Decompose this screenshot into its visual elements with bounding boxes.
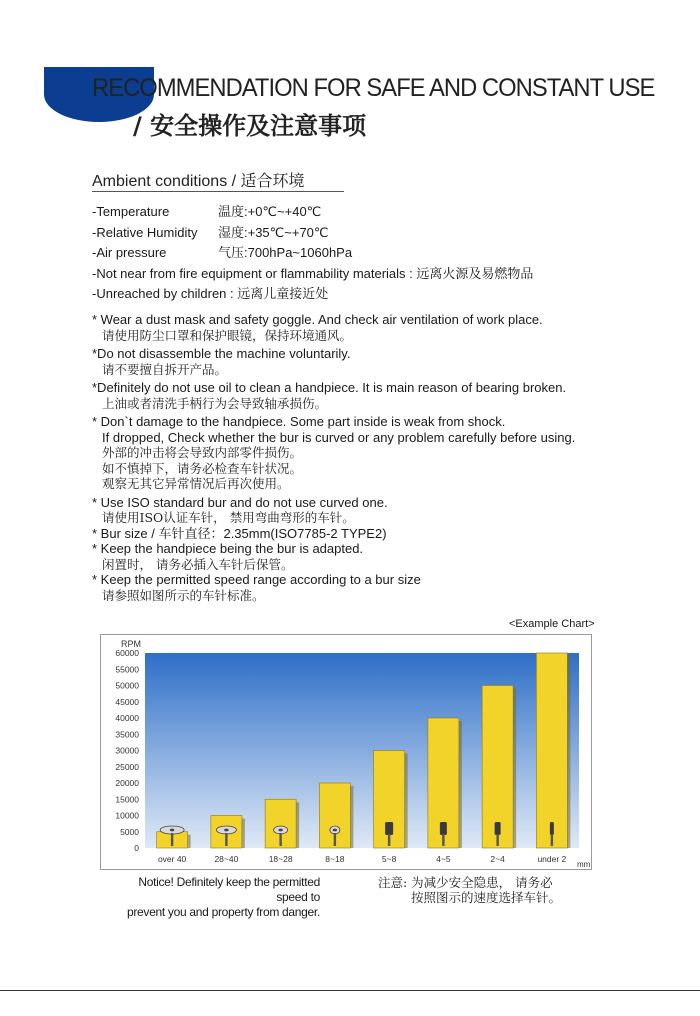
example-chart-caption: <Example Chart> [509,618,595,630]
bur-shank-icon [171,833,173,846]
note-text-chinese: 外部的冲击将会导致内部零件损伤。 [102,445,303,460]
bur-shank-icon [551,834,553,846]
note-text-chinese: 请使用防尘口罩和保护眼镜，保持环境通风。 [102,327,353,343]
y-tick-label: 0 [134,843,139,853]
condition-label: -Relative Humidity [92,224,198,240]
note-text-chinese: 请参照如图所示的车针标准。 [102,587,265,603]
page-title: RECOMMENDATION FOR SAFE AND CONSTANT USE [92,74,655,102]
note-text: * Keep the permitted speed range according to a bur size [92,572,421,587]
x-tick-label: 28~40 [214,854,239,864]
x-tick-label: under 2 [537,854,567,864]
bur-shank-icon [496,834,498,846]
condition-row [92,223,533,244]
condition-row [92,243,533,264]
bur-head-icon [224,829,228,832]
note-text-chinese: 上油或者清洗手柄行为会导致轴承损伤。 [102,395,328,411]
condition-value: 气压:700hPa~1060hPa [218,245,353,260]
condition-value: 温度:+0℃~+40℃ [218,204,322,219]
bur-head-icon [385,822,393,835]
bur-shank-icon [442,834,444,846]
notice-english [106,875,320,920]
speed-chart-frame [100,634,592,870]
bur-shank-icon [334,833,336,846]
y-tick-label: 20000 [115,778,139,788]
x-tick-label: 8~18 [325,854,345,864]
page-title-chinese: / 安全操作及注意事项 [133,112,367,140]
y-tick-label: 40000 [115,713,139,723]
note-text: * Don`t damage to the handpiece. Some part inside is weak from shock. [92,414,506,429]
bur-head-icon [440,822,447,835]
condition-value: 湿度:+35℃~+70℃ [218,224,329,240]
notice-line: 按照图示的速度选择车针。 [411,890,562,905]
notice-line: 注意: 为减少安全隐患， 请务必 [378,875,553,890]
safety-notes [92,312,575,603]
x-tick-label: over 40 [157,854,187,864]
y-tick-label: 30000 [115,745,139,756]
bur-head-icon [333,829,337,832]
x-tick-label: 4~5 [436,854,451,864]
x-tick-label: 2~4 [490,854,505,864]
note-text-chinese: 闲置时， 请务必插入车针后保管。 [102,556,294,572]
bar [536,653,567,848]
bottom-divider [0,990,700,991]
note-text: * Bur size / 车针直径：2.35mm(ISO7785-2 TYPE2) [92,525,387,541]
note-text: *Do not disassemble the machine voluntarily. [92,346,351,361]
note-text-chinese: 观察无其它异常情况后再次使用。 [102,476,290,491]
y-tick-label: 60000 [115,648,139,658]
bur-head-icon [550,822,554,835]
y-axis-label: RPM [121,639,141,649]
condition-label: -Temperature [92,204,170,219]
y-tick-label: 25000 [115,761,139,772]
bur-shank-icon [388,834,390,846]
notice-line: prevent you and property from danger. [126,905,320,919]
bur-head-icon [278,829,282,832]
note-text: * Use ISO standard bur and do not use curved one. [92,494,388,510]
note-text: * Keep the handpiece being the bur is adapted. [92,541,364,556]
ambient-section-title: Ambient conditions / 适合环境 [92,173,305,190]
note-text-chinese: 请不要擅自拆开产品。 [102,361,228,377]
bur-head-icon [170,829,174,832]
y-tick-label: 55000 [115,664,139,675]
y-tick-label: 10000 [115,810,139,821]
notice-chinese [378,875,561,905]
note-text: * Wear a dust mask and safety goggle. And check air ventilation of work place. [92,312,543,327]
y-tick-label: 35000 [115,729,139,740]
note-text: *Definitely do not use oil to clean a handpiece. It is main reason of bearing broken. [92,380,567,395]
notice-line: Notice! Definitely keep the permitted speed to [138,875,320,904]
x-tick-label: 5~8 [381,854,397,864]
y-tick-label: 5000 [120,826,139,837]
condition-row: -Unreached by children : 远离儿童接近处 [92,286,329,301]
bur-shank-icon [279,833,281,846]
note-text-chinese: 如不慎掉下，请务必检查车针状况。 [102,460,303,476]
y-tick-label: 45000 [115,696,139,707]
note-text: If dropped, Check whether the bur is curved or any problem carefully before using. [102,429,576,445]
y-tick-label: 50000 [115,680,139,691]
condition-row [92,202,533,223]
bur-head-icon [495,822,501,835]
ambient-conditions-list [92,202,533,305]
speed-chart [101,635,591,869]
bur-shank-icon [225,833,227,846]
section-divider [92,191,344,192]
y-tick-label: 15000 [115,794,139,805]
x-tick-label: 18~28 [268,854,293,864]
note-text-chinese: 请使用ISO认证车针， 禁用弯曲弯形的车针。 [102,510,355,525]
condition-row: -Not near from fire equipment or flammability materials : 远离火源及易燃物品 [92,265,534,281]
x-axis-label: mm [577,860,591,869]
condition-label: -Air pressure [92,245,167,260]
